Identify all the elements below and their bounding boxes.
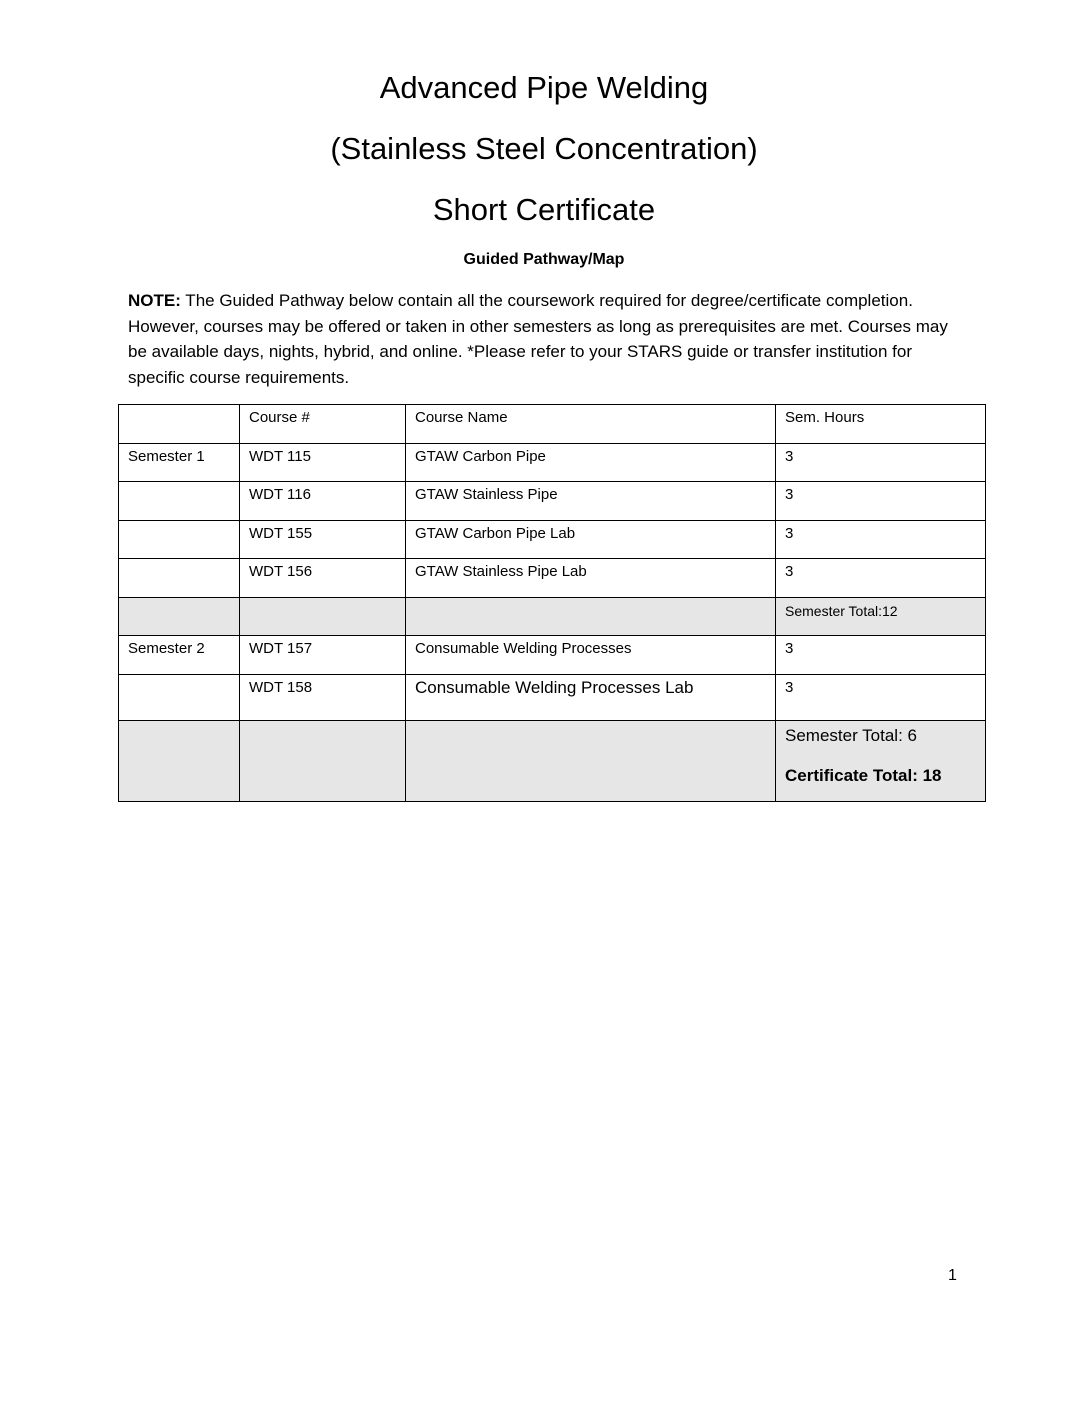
- semester-total-row: [119, 597, 986, 636]
- sem-hours-cell: 3: [776, 482, 986, 521]
- course-number-cell: WDT 115: [240, 443, 406, 482]
- sem-hours-cell: 3: [776, 674, 986, 720]
- course-name-cell: Consumable Welding Processes: [406, 636, 776, 675]
- document-title-line-1: Advanced Pipe Welding: [379, 70, 709, 105]
- course-name-cell: Consumable Welding Processes Lab: [406, 674, 776, 720]
- table-row: [119, 559, 986, 598]
- course-name-cell: GTAW Stainless Pipe Lab: [406, 559, 776, 598]
- table-row: [119, 443, 986, 482]
- note-label: NOTE:: [128, 291, 181, 310]
- semester-cell: [119, 559, 240, 598]
- semester-cell: [119, 674, 240, 720]
- certificate-total-text: Certificate Total: 18: [785, 765, 942, 785]
- course-number-cell: [240, 597, 406, 636]
- table-row: [119, 482, 986, 521]
- sem-hours-cell: 3: [776, 443, 986, 482]
- empty-cell: [240, 720, 406, 801]
- semester-total-cell: Semester Total:12: [776, 597, 986, 636]
- note-text: The Guided Pathway below contain all the coursework required for degree/certificate completion. However, courses may be offered or taken in other semesters as long as prerequisites are met. Courses may be available days, nights, hybrid, and online. *Please refer to your STARS guide or transfer institution for specific course requirements.: [128, 291, 948, 387]
- header-cell-sem-hours: Sem. Hours: [776, 405, 986, 444]
- course-name-cell: GTAW Stainless Pipe: [406, 482, 776, 521]
- final-totals-cell: [776, 720, 986, 801]
- document-subtitle: Guided Pathway/Map: [463, 251, 625, 268]
- header-cell-semester: [119, 405, 240, 444]
- semester-cell: [119, 520, 240, 559]
- empty-cell: [406, 720, 776, 801]
- header-cell-course-number: Course #: [240, 405, 406, 444]
- sem-hours-cell: 3: [776, 520, 986, 559]
- table-row: [119, 636, 986, 675]
- final-total-row: [119, 720, 986, 801]
- semester-total-text: Semester Total: 6: [785, 725, 917, 745]
- course-number-cell: WDT 157: [240, 636, 406, 675]
- header-cell-course-name: Course Name: [406, 405, 776, 444]
- course-number-cell: WDT 155: [240, 520, 406, 559]
- course-name-cell: GTAW Carbon Pipe: [406, 443, 776, 482]
- course-number-cell: WDT 156: [240, 559, 406, 598]
- course-number-cell: WDT 116: [240, 482, 406, 521]
- course-number-cell: WDT 158: [240, 674, 406, 720]
- document-title-line-3: Short Certificate: [432, 192, 656, 227]
- sem-hours-cell: 3: [776, 636, 986, 675]
- table-header-row: [119, 405, 986, 444]
- note-paragraph: [128, 288, 958, 390]
- semester-cell: Semester 2: [119, 636, 240, 675]
- semester-cell: [119, 482, 240, 521]
- table-row: [119, 520, 986, 559]
- document-title-line-2: (Stainless Steel Concentration): [330, 131, 758, 166]
- course-name-cell: [406, 597, 776, 636]
- course-name-cell: GTAW Carbon Pipe Lab: [406, 520, 776, 559]
- sem-hours-cell: 3: [776, 559, 986, 598]
- course-pathway-table: [118, 404, 986, 802]
- semester-cell: Semester 1: [119, 443, 240, 482]
- semester-cell: [119, 597, 240, 636]
- empty-cell: [119, 720, 240, 801]
- table-row: [119, 674, 986, 720]
- page-number: 1: [948, 1267, 957, 1284]
